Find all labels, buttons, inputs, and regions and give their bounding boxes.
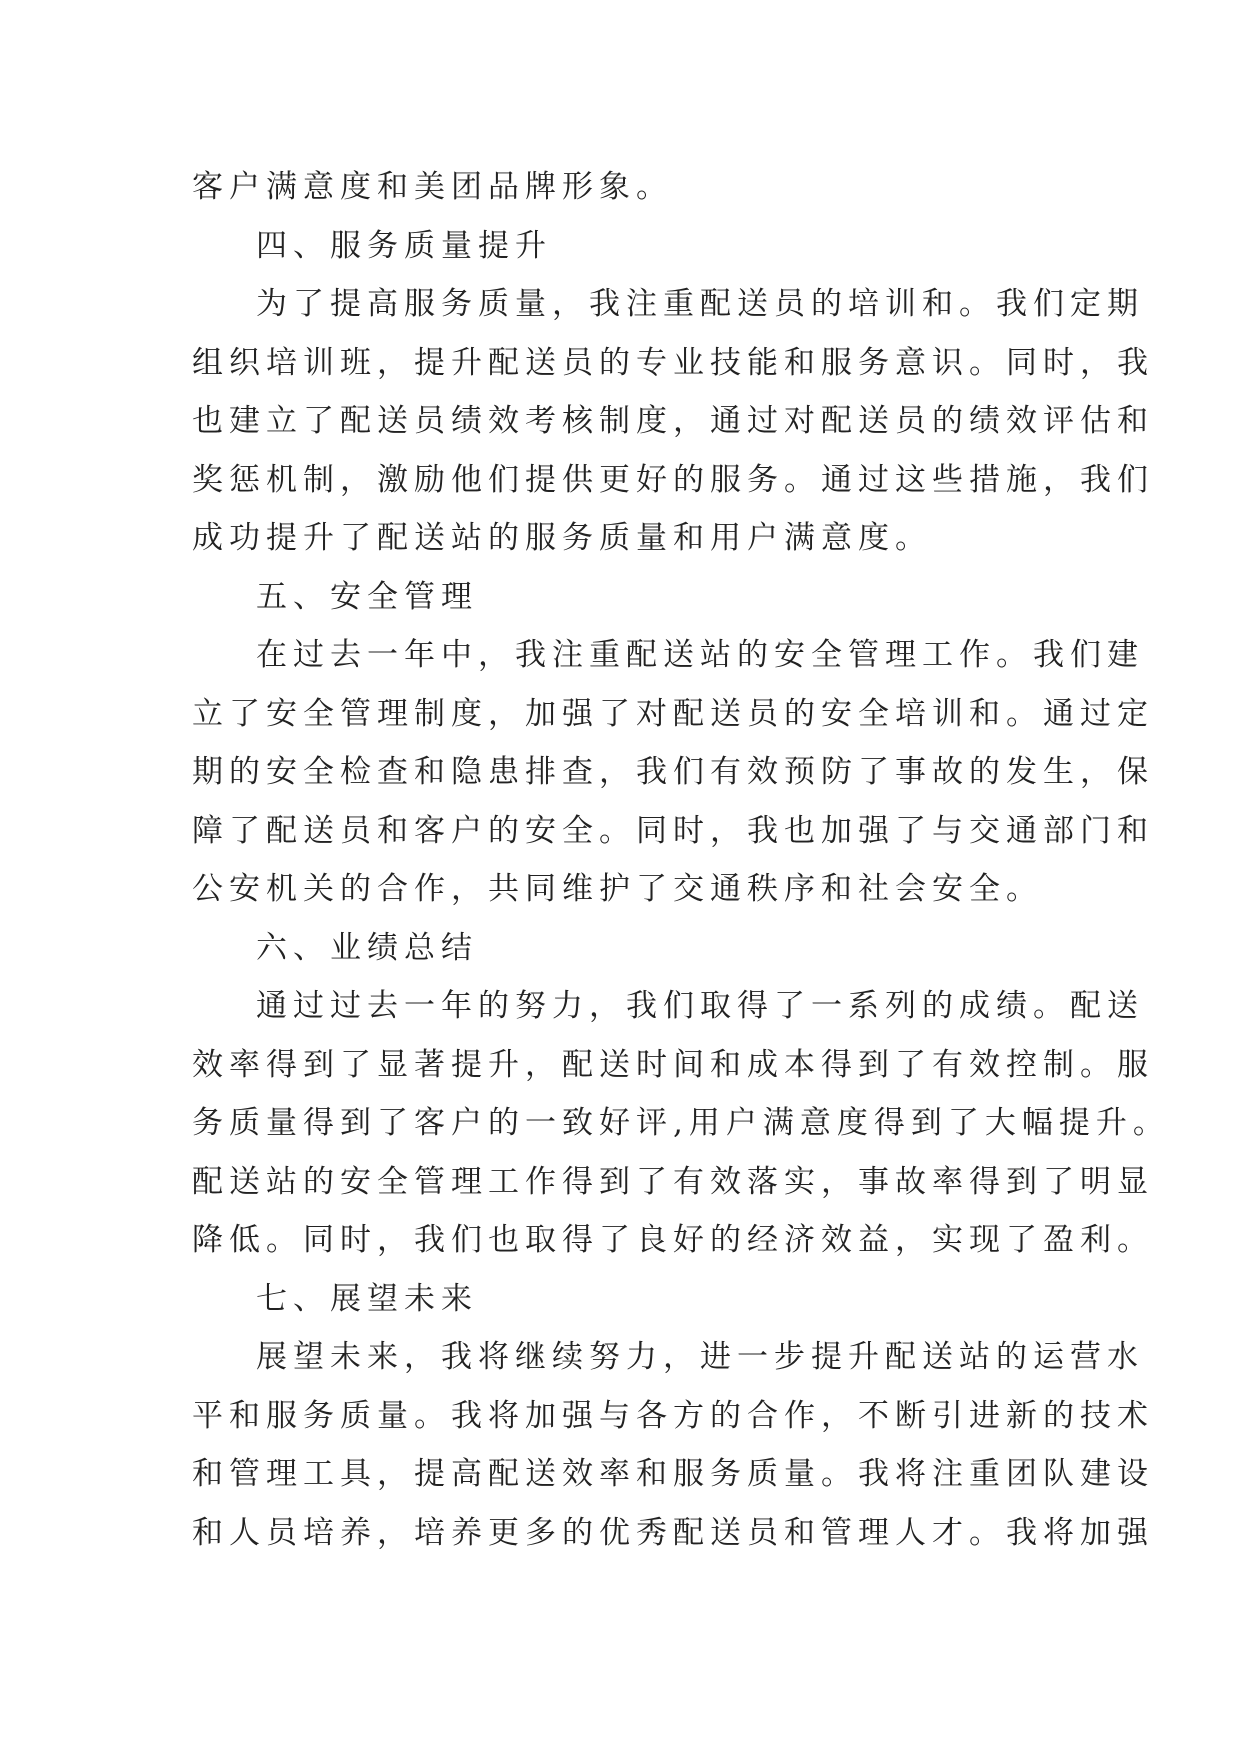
section-heading: 六、业绩总结: [256, 929, 478, 966]
text-line: 通过过去一年的努力，我们取得了一系列的成绩。配送: [256, 988, 1144, 1024]
text-line: 期的安全检查和隐患排查，我们有效预防了事故的发生，保: [192, 754, 1154, 790]
text-line: 平和服务质量。我将加强与各方的合作，不断引进新的技术: [192, 1397, 1154, 1434]
text-line: 和人员培养，培养更多的优秀配送员和管理人才。我将加强: [192, 1514, 1154, 1551]
text-line: 为了提高服务质量，我注重配送员的培训和。我们定期: [256, 286, 1144, 322]
text-line: 奖惩机制，激励他们提供更好的服务。通过这些措施，我们: [192, 461, 1154, 498]
text-line: 降低。同时，我们也取得了良好的经济效益，实现了盈利。: [192, 1222, 1154, 1258]
document-body: [192, 158, 1170, 1562]
text-line: 展望未来，我将继续努力，进一步提升配送站的运营水: [256, 1339, 1144, 1375]
text-line: 组织培训班，提升配送员的专业技能和服务意识。同时，我: [192, 344, 1154, 381]
text-line: 客户满意度和美团品牌形象。: [192, 169, 673, 205]
text-line: 效率得到了显著提升，配送时间和成本得到了有效控制。服: [192, 1046, 1154, 1083]
text-line: 也建立了配送员绩效考核制度，通过对配送员的绩效评估和: [192, 403, 1154, 439]
text-line: 障了配送员和客户的安全。同时，我也加强了与交通部门和: [192, 812, 1154, 849]
text-line: 立了安全管理制度，加强了对配送员的安全培训和。通过定: [192, 695, 1154, 732]
text-line: 成功提升了配送站的服务质量和用户满意度。: [192, 520, 932, 556]
text-line: 公安机关的合作，共同维护了交通秩序和社会安全。: [192, 871, 1043, 907]
text-line: 在过去一年中，我注重配送站的安全管理工作。我们建: [256, 637, 1144, 673]
text-line: 和管理工具，提高配送效率和服务质量。我将注重团队建设: [192, 1456, 1154, 1492]
section-heading: 七、展望未来: [256, 1280, 478, 1317]
section-heading: 五、安全管理: [256, 578, 478, 615]
text-line: 配送站的安全管理工作得到了有效落实，事故率得到了明显: [192, 1163, 1154, 1200]
section-heading: 四、服务质量提升: [256, 227, 552, 264]
text-line: 务质量得到了客户的一致好评,用户满意度得到了大幅提升。: [192, 1105, 1170, 1141]
